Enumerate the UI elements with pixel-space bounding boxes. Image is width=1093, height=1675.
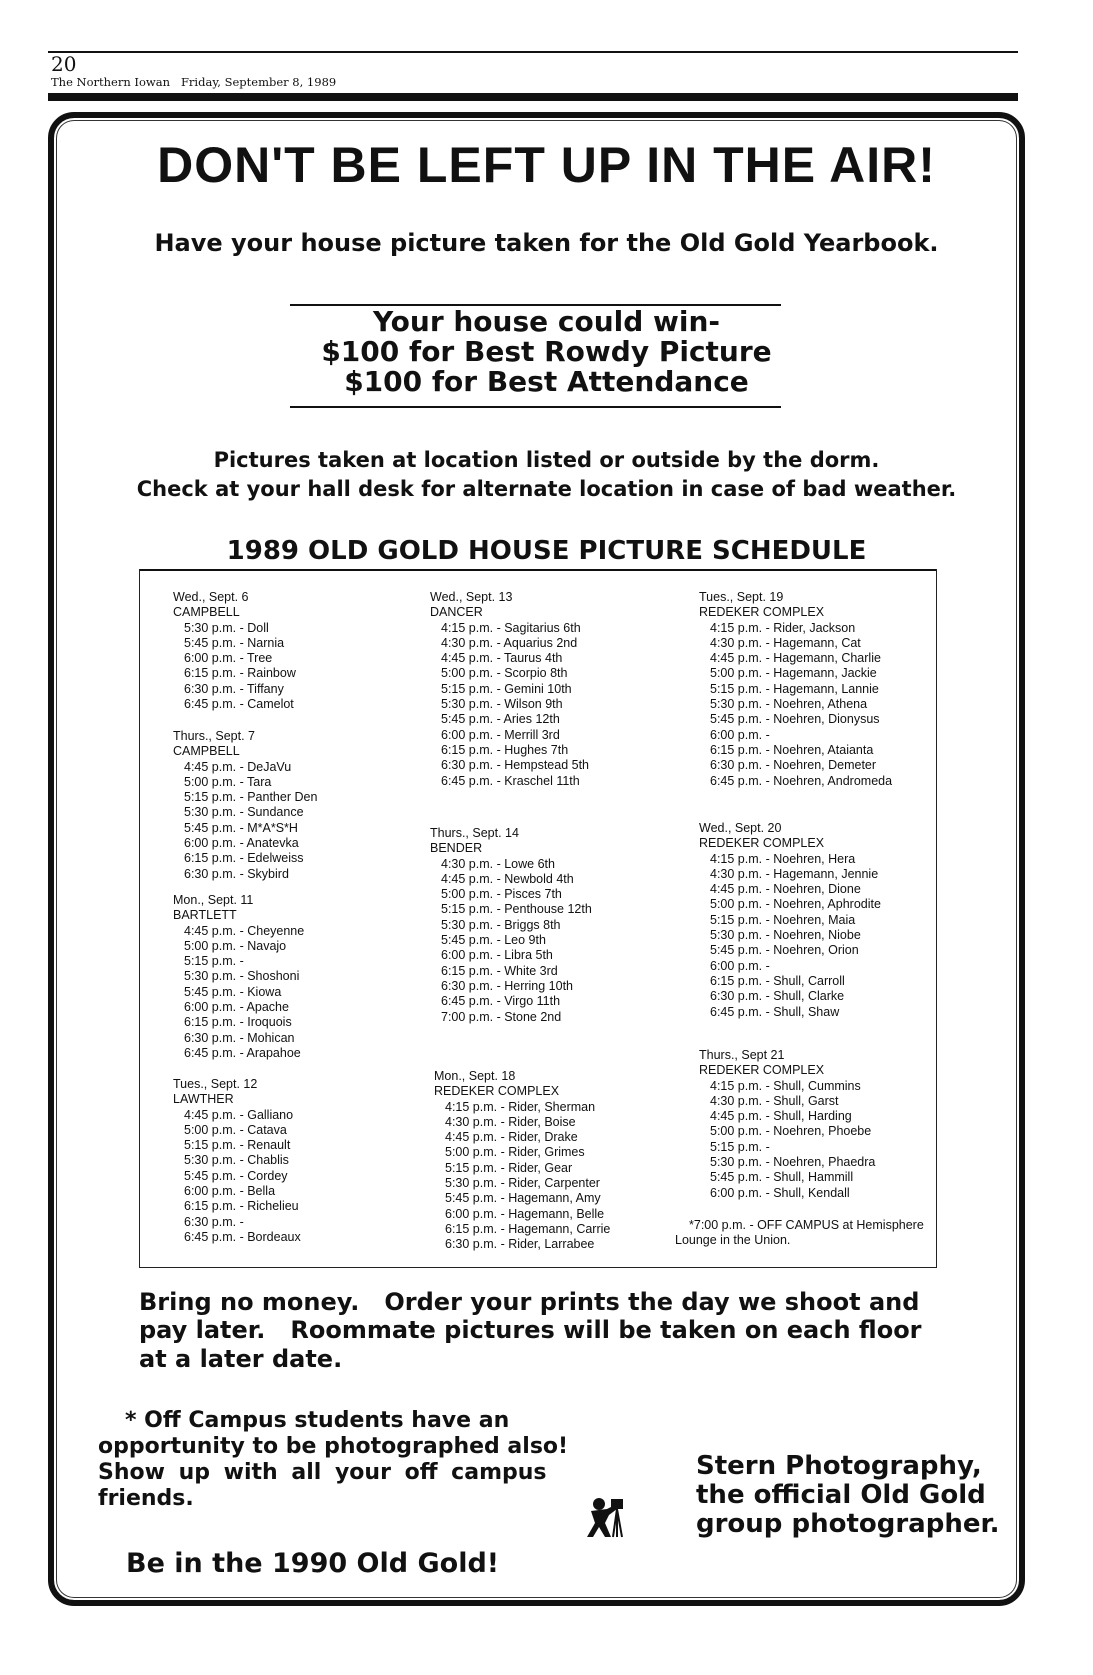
schedule-entry: 4:30 p.m. - Hagemann, Jennie bbox=[710, 866, 879, 881]
schedule-entry: 6:45 p.m. - Noehren, Andromeda bbox=[710, 773, 893, 788]
schedule-entry: 5:15 p.m. - Penthouse 12th bbox=[441, 902, 592, 917]
schedule-entry: 6:30 p.m. - Hempstead 5th bbox=[441, 758, 589, 773]
schedule-entry: 6:30 p.m. - Skybird bbox=[184, 866, 289, 881]
schedule-entry: 5:45 p.m. - Kiowa bbox=[184, 984, 282, 999]
schedule-day-group bbox=[699, 1048, 875, 1201]
page-number: 20 bbox=[51, 52, 77, 76]
schedule-entry: 6:45 p.m. - Camelot bbox=[184, 697, 294, 712]
schedule-entry: 4:45 p.m. - Galliano bbox=[184, 1107, 294, 1122]
off-campus-note: opportunity to be photographed also! bbox=[98, 1434, 569, 1459]
schedule-entry: 4:15 p.m. - Rider, Sherman bbox=[445, 1099, 596, 1114]
schedule-day: Thurs., Sept. 14 bbox=[430, 826, 519, 840]
schedule-hall: REDEKER COMPLEX bbox=[699, 836, 825, 851]
schedule-entry: 6:15 p.m. - Shull, Carroll bbox=[710, 973, 845, 988]
schedule-entry: 6:15 p.m. - Edelweiss bbox=[184, 851, 304, 866]
schedule-entry: 6:30 p.m. - Tiffany bbox=[184, 681, 284, 696]
schedule-entry: 5:15 p.m. - bbox=[184, 954, 244, 969]
schedule-entry: 6:15 p.m. - Rainbow bbox=[184, 666, 296, 681]
schedule-entry: 5:45 p.m. - Aries 12th bbox=[441, 712, 560, 727]
payment-note: at a later date. bbox=[139, 1345, 343, 1373]
location-note: Pictures taken at location listed or outside by the dorm. bbox=[213, 448, 880, 472]
schedule-hall: DANCER bbox=[430, 605, 483, 620]
payment-note: pay later. Roommate pictures will be taken on each floor bbox=[139, 1316, 922, 1344]
schedule-entry: 5:30 p.m. - Sundance bbox=[184, 805, 304, 820]
schedule-entry: 5:45 p.m. - Narnia bbox=[184, 635, 285, 650]
schedule-entry: 5:00 p.m. - Pisces 7th bbox=[441, 887, 562, 902]
schedule-entry: 5:45 p.m. - Shull, Hammill bbox=[710, 1170, 854, 1185]
schedule-entry: 5:15 p.m. - bbox=[710, 1139, 770, 1154]
schedule-entry: 5:15 p.m. - Panther Den bbox=[184, 790, 318, 805]
schedule-entry: 6:15 p.m. - Iroquois bbox=[184, 1015, 292, 1030]
schedule-entry: 6:45 p.m. - Kraschel 11th bbox=[441, 773, 580, 788]
schedule-hall: REDEKER COMPLEX bbox=[434, 1084, 560, 1099]
schedule-entry: 5:30 p.m. - Doll bbox=[184, 620, 269, 635]
schedule-entry: 4:45 p.m. - Shull, Harding bbox=[710, 1109, 852, 1124]
schedule-entry: 5:00 p.m. - Navajo bbox=[184, 938, 287, 953]
schedule-entry: 5:30 p.m. - Noehren, Niobe bbox=[710, 928, 861, 943]
schedule-entry: 5:15 p.m. - Hagemann, Lannie bbox=[710, 681, 879, 696]
schedule-entry: 4:30 p.m. - Hagemann, Cat bbox=[710, 635, 861, 650]
ad-subhead: Have your house picture taken for the Old Gold Yearbook. bbox=[154, 229, 939, 257]
schedule-day: Wed., Sept. 6 bbox=[173, 590, 249, 604]
schedule-entry: 4:45 p.m. - Newbold 4th bbox=[441, 871, 574, 886]
schedule-entry: 5:30 p.m. - Briggs 8th bbox=[441, 917, 561, 932]
schedule-entry: 5:30 p.m. - Shoshoni bbox=[184, 969, 300, 984]
closing-line: Be in the 1990 Old Gold! bbox=[126, 1548, 500, 1579]
schedule-entry: 5:30 p.m. - Noehren, Phaedra bbox=[710, 1155, 876, 1170]
schedule-entry: 6:45 p.m. - Shull, Shaw bbox=[710, 1004, 840, 1019]
schedule-entry: 6:00 p.m. - Libra 5th bbox=[441, 948, 553, 963]
footnote-line: Lounge in the Union. bbox=[675, 1233, 791, 1248]
schedule-entry: 4:15 p.m. - Rider, Jackson bbox=[710, 620, 856, 635]
photographer-credit: Stern Photography, bbox=[696, 1451, 982, 1481]
schedule-day-group bbox=[430, 590, 589, 789]
schedule-day-group bbox=[173, 1077, 301, 1245]
schedule-entry: 4:45 p.m. - Rider, Drake bbox=[445, 1130, 578, 1145]
schedule-hall: CAMPBELL bbox=[173, 605, 240, 620]
schedule-entry: 6:00 p.m. - Bella bbox=[184, 1184, 276, 1199]
schedule-hall: CAMPBELL bbox=[173, 744, 240, 759]
schedule-entry: 6:30 p.m. - Rider, Larrabee bbox=[445, 1237, 595, 1252]
schedule-entry: 6:00 p.m. - Apache bbox=[184, 1000, 289, 1015]
schedule-day: Wed., Sept. 20 bbox=[699, 821, 782, 835]
schedule-day-group bbox=[699, 821, 881, 1020]
schedule-entry: 6:30 p.m. - Mohican bbox=[184, 1030, 295, 1045]
schedule-day: Thurs., Sept 21 bbox=[699, 1048, 785, 1062]
off-campus-note: friends. bbox=[98, 1486, 194, 1511]
schedule-entry: 5:45 p.m. - Leo 9th bbox=[441, 933, 546, 948]
schedule-entry: 6:15 p.m. - Noehren, Ataianta bbox=[710, 742, 874, 757]
schedule-hall: REDEKER COMPLEX bbox=[699, 1063, 825, 1078]
schedule-day: Mon., Sept. 18 bbox=[434, 1069, 516, 1083]
schedule-day-group bbox=[434, 1069, 610, 1253]
off-campus-note: Show up with all your off campus bbox=[98, 1460, 547, 1485]
schedule-entry: 4:45 p.m. - Cheyenne bbox=[184, 923, 305, 938]
schedule-entry: 6:15 p.m. - Hagemann, Carrie bbox=[445, 1221, 611, 1236]
schedule-entry: 5:00 p.m. - Noehren, Aphrodite bbox=[710, 897, 881, 912]
schedule-entry: 5:45 p.m. - Noehren, Dionysus bbox=[710, 712, 880, 727]
schedule-day-group bbox=[173, 590, 296, 712]
location-note: Check at your hall desk for alternate location in case of bad weather. bbox=[136, 477, 957, 501]
schedule-day-group bbox=[699, 590, 892, 789]
schedule-entry: 5:00 p.m. - Tara bbox=[184, 774, 272, 789]
prize-line: $100 for Best Rowdy Picture bbox=[321, 335, 772, 368]
schedule-entry: 4:45 p.m. - Noehren, Dione bbox=[710, 882, 861, 897]
schedule-entry: 5:00 p.m. - Hagemann, Jackie bbox=[710, 666, 877, 681]
schedule-entry: 6:15 p.m. - White 3rd bbox=[441, 963, 558, 978]
schedule-day: Wed., Sept. 13 bbox=[430, 590, 513, 604]
schedule-entry: 6:00 p.m. - Anatevka bbox=[184, 836, 299, 851]
schedule-day: Tues., Sept. 19 bbox=[699, 590, 784, 604]
schedule-entry: 6:00 p.m. - Tree bbox=[184, 651, 273, 666]
schedule-entry: 5:15 p.m. - Rider, Gear bbox=[445, 1160, 573, 1175]
schedule-entry: 4:45 p.m. - Taurus 4th bbox=[441, 651, 563, 666]
schedule-entry: 4:15 p.m. - Shull, Cummins bbox=[710, 1078, 861, 1093]
off-campus-note: * Off Campus students have an bbox=[125, 1408, 510, 1433]
top-rule bbox=[48, 51, 1018, 53]
schedule-entry: 5:45 p.m. - M*A*S*H bbox=[184, 820, 298, 835]
schedule-day: Mon., Sept. 11 bbox=[173, 893, 254, 907]
schedule-entry: 5:30 p.m. - Wilson 9th bbox=[441, 697, 563, 712]
photographer-with-camera-icon bbox=[585, 1495, 629, 1544]
schedule-entry: 5:15 p.m. - Noehren, Maia bbox=[710, 912, 856, 927]
schedule-day: Tues., Sept. 12 bbox=[173, 1077, 258, 1091]
schedule-entry: 6:30 p.m. - Herring 10th bbox=[441, 978, 574, 993]
schedule-hall: BARTLETT bbox=[173, 908, 237, 923]
schedule-entry: 7:00 p.m. - Stone 2nd bbox=[441, 1009, 562, 1024]
schedule-entry: 6:45 p.m. - Bordeaux bbox=[184, 1229, 301, 1244]
schedule-entry: 4:30 p.m. - Rider, Boise bbox=[445, 1114, 576, 1129]
schedule-day: Thurs., Sept. 7 bbox=[173, 729, 255, 743]
schedule-entry: 4:30 p.m. - Shull, Garst bbox=[710, 1093, 839, 1108]
schedule-entry: 6:15 p.m. - Richelieu bbox=[184, 1199, 299, 1214]
schedule-entry: 6:00 p.m. - Merrill 3rd bbox=[441, 727, 560, 742]
schedule-entry: 6:30 p.m. - Shull, Clarke bbox=[710, 989, 845, 1004]
schedule-day-group bbox=[430, 826, 592, 1025]
schedule-entry: 5:15 p.m. - Gemini 10th bbox=[441, 681, 572, 696]
schedule-entry: 4:45 p.m. - DeJaVu bbox=[184, 759, 292, 774]
schedule-entry: 6:00 p.m. - bbox=[710, 727, 770, 742]
prize-line: Your house could win- bbox=[372, 305, 721, 338]
schedule-title: 1989 OLD GOLD HOUSE PICTURE SCHEDULE bbox=[226, 536, 867, 566]
schedule-entry: 6:45 p.m. - Arapahoe bbox=[184, 1045, 301, 1060]
schedule-hall: BENDER bbox=[430, 841, 483, 856]
schedule-entry: 6:15 p.m. - Hughes 7th bbox=[441, 742, 569, 757]
schedule-footnote bbox=[675, 1218, 924, 1249]
schedule-entry: 5:15 p.m. - Renault bbox=[184, 1138, 291, 1153]
schedule-entry: 5:45 p.m. - Noehren, Orion bbox=[710, 943, 859, 958]
schedule-entry: 5:00 p.m. - Scorpio 8th bbox=[441, 666, 568, 681]
schedule-entry: 4:45 p.m. - Hagemann, Charlie bbox=[710, 651, 881, 666]
schedule-entry: 6:30 p.m. - bbox=[184, 1214, 244, 1229]
schedule-entry: 4:30 p.m. - Lowe 6th bbox=[441, 856, 555, 871]
photographer-credit: the official Old Gold bbox=[696, 1480, 986, 1510]
masthead-bar bbox=[48, 93, 1018, 101]
schedule-entry: 6:00 p.m. - Hagemann, Belle bbox=[445, 1206, 605, 1221]
schedule-entry: 6:30 p.m. - Noehren, Demeter bbox=[710, 758, 877, 773]
prize-rule-bottom bbox=[290, 406, 781, 408]
schedule-day-group bbox=[173, 893, 304, 1061]
prize-line: $100 for Best Attendance bbox=[344, 365, 749, 398]
schedule-entry: 5:00 p.m. - Rider, Grimes bbox=[445, 1145, 585, 1160]
photographer-credit: group photographer. bbox=[696, 1509, 1000, 1539]
ad-headline: DON'T BE LEFT UP IN THE AIR! bbox=[157, 137, 936, 193]
schedule-entry: 5:00 p.m. - Noehren, Phoebe bbox=[710, 1124, 872, 1139]
masthead: The Northern Iowan Friday, September 8, 1989 bbox=[51, 75, 337, 89]
schedule-entry: 5:30 p.m. - Chablis bbox=[184, 1153, 289, 1168]
schedule-day-group bbox=[173, 729, 317, 882]
footnote-line: *7:00 p.m. - OFF CAMPUS at Hemisphere bbox=[689, 1218, 924, 1232]
payment-note: Bring no money. Order your prints the day we shoot and bbox=[139, 1288, 920, 1316]
schedule-entry: 6:00 p.m. - bbox=[710, 958, 770, 973]
schedule-entry: 5:30 p.m. - Noehren, Athena bbox=[710, 697, 868, 712]
schedule-entry: 6:45 p.m. - Virgo 11th bbox=[441, 994, 561, 1009]
schedule-entry: 5:45 p.m. - Cordey bbox=[184, 1168, 288, 1183]
schedule-entry: 5:30 p.m. - Rider, Carpenter bbox=[445, 1176, 600, 1191]
schedule-hall: REDEKER COMPLEX bbox=[699, 605, 825, 620]
schedule-hall: LAWTHER bbox=[173, 1092, 234, 1107]
schedule-entry: 5:45 p.m. - Hagemann, Amy bbox=[445, 1191, 601, 1206]
schedule-entry: 4:15 p.m. - Sagitarius 6th bbox=[441, 620, 581, 635]
schedule-entry: 5:00 p.m. - Catava bbox=[184, 1122, 287, 1137]
schedule-entry: 6:00 p.m. - Shull, Kendall bbox=[710, 1185, 850, 1200]
schedule-entry: 4:30 p.m. - Aquarius 2nd bbox=[441, 635, 578, 650]
schedule-entry: 4:15 p.m. - Noehren, Hera bbox=[710, 851, 856, 866]
